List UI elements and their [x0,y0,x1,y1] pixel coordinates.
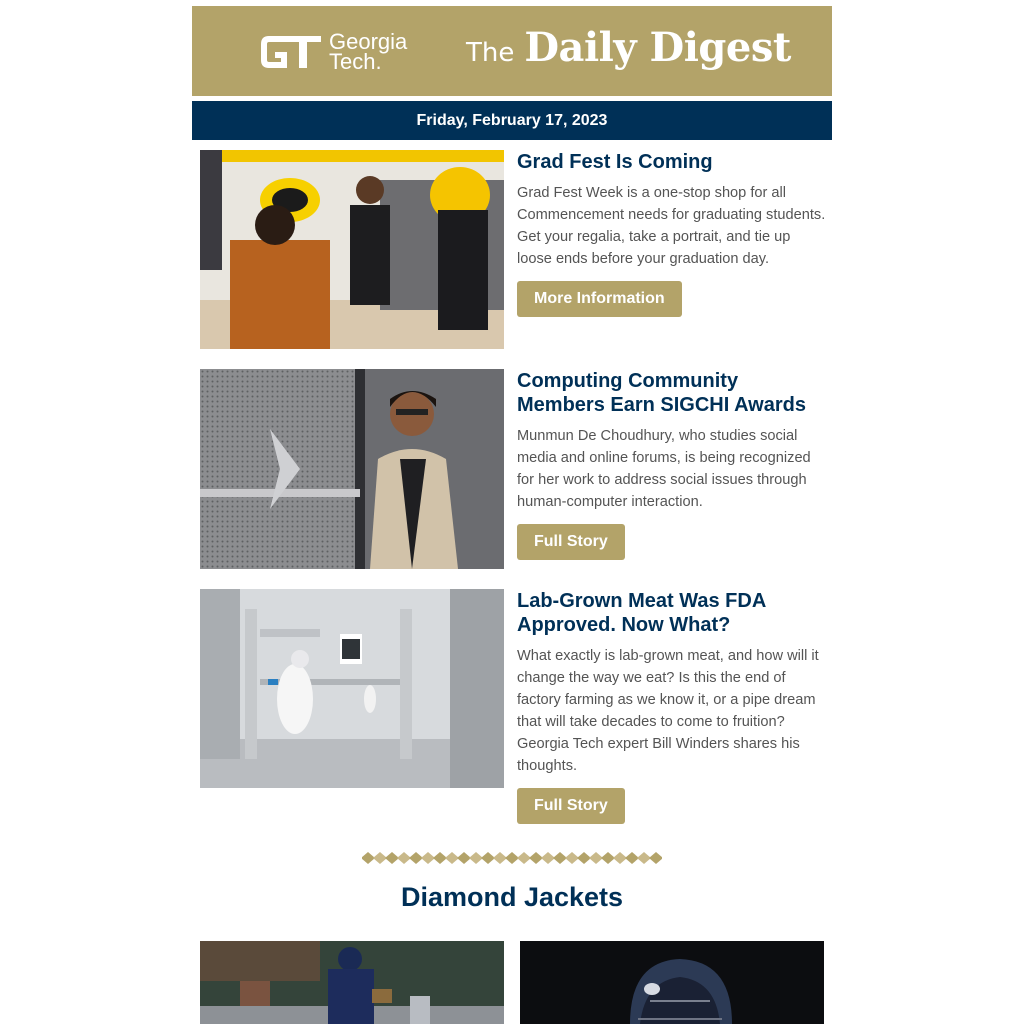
diamond-shape [649,852,662,864]
story-summary: What exactly is lab-grown meat, and how will it change the way we eat? Is this the end of factory farming as we know it, or a pipe dream that will take decades to come to fruition? Georgia Tech expert Bill Winders shares his thoughts. [517,648,819,774]
story-grad-fest [200,150,824,349]
story-title[interactable]: Grad Fest Is Coming [517,151,713,173]
story-content [517,589,829,824]
email-header [192,6,832,140]
story-image[interactable] [200,589,504,788]
story-summary: Grad Fest Week is a one-stop shop for all Commencement needs for graduating students. Get your regalia, take a portrait, and tie up loose ends before your graduation day. [517,185,826,267]
story-title[interactable]: Computing Community Members Earn SIGCHI Awards [517,370,806,416]
diamond-shape [625,852,639,864]
gt-monogram-icon [259,30,323,74]
diamond-shape [601,852,615,864]
diamond-shape [445,852,459,864]
full-story-button[interactable]: Full Story [517,788,625,824]
diamond-shape [469,852,483,864]
story-image[interactable] [200,150,504,349]
diamond-jackets-image-1[interactable] [200,941,504,1024]
logo-line-1: Georgia [329,29,408,54]
diamond-shape [553,852,567,864]
diamond-jackets-image-2[interactable] [520,941,824,1024]
georgia-tech-logo[interactable] [259,30,407,74]
full-story-button[interactable]: Full Story [517,524,625,560]
diamond-shape [421,852,435,864]
diamond-shape [409,852,423,864]
diamond-shape [529,852,543,864]
diamond-shape [373,852,387,864]
diamond-shape [517,852,531,864]
title-main: Daily Digest [524,24,791,71]
story-content [517,150,829,317]
diamond-divider-icon [362,850,662,866]
diamond-shape [433,852,447,864]
diamond-shape [589,852,603,864]
diamond-shape [505,852,519,864]
logo-line-2: Tech. [329,49,382,74]
masthead-banner [192,6,832,96]
story-content [517,369,829,560]
diamond-shape [637,852,651,864]
diamond-shape [397,852,411,864]
diamond-shape [613,852,627,864]
diamond-shape [481,852,495,864]
title-prefix: The [466,38,515,68]
story-title[interactable]: Lab-Grown Meat Was FDA Approved. Now What? [517,590,766,636]
newsletter-title [466,24,791,71]
diamond-shape [493,852,507,864]
logo-wordmark [329,29,408,74]
story-sigchi-awards [200,369,824,569]
story-image[interactable] [200,369,504,569]
date-banner [192,101,832,140]
diamond-shape [577,852,591,864]
story-summary: Munmun De Choudhury, who studies social media and online forums, is being recognized for her work to address social issues through human-computer interaction. [517,428,811,510]
section-title: Diamond Jackets [400,882,624,912]
diamond-shape [385,852,399,864]
issue-date: Friday, February 17, 2023 [416,111,608,129]
diamond-shape [541,852,555,864]
more-information-button[interactable]: More Information [517,281,682,317]
story-lab-grown-meat [200,589,824,829]
diamond-shape [457,852,471,864]
diamond-shape [565,852,579,864]
